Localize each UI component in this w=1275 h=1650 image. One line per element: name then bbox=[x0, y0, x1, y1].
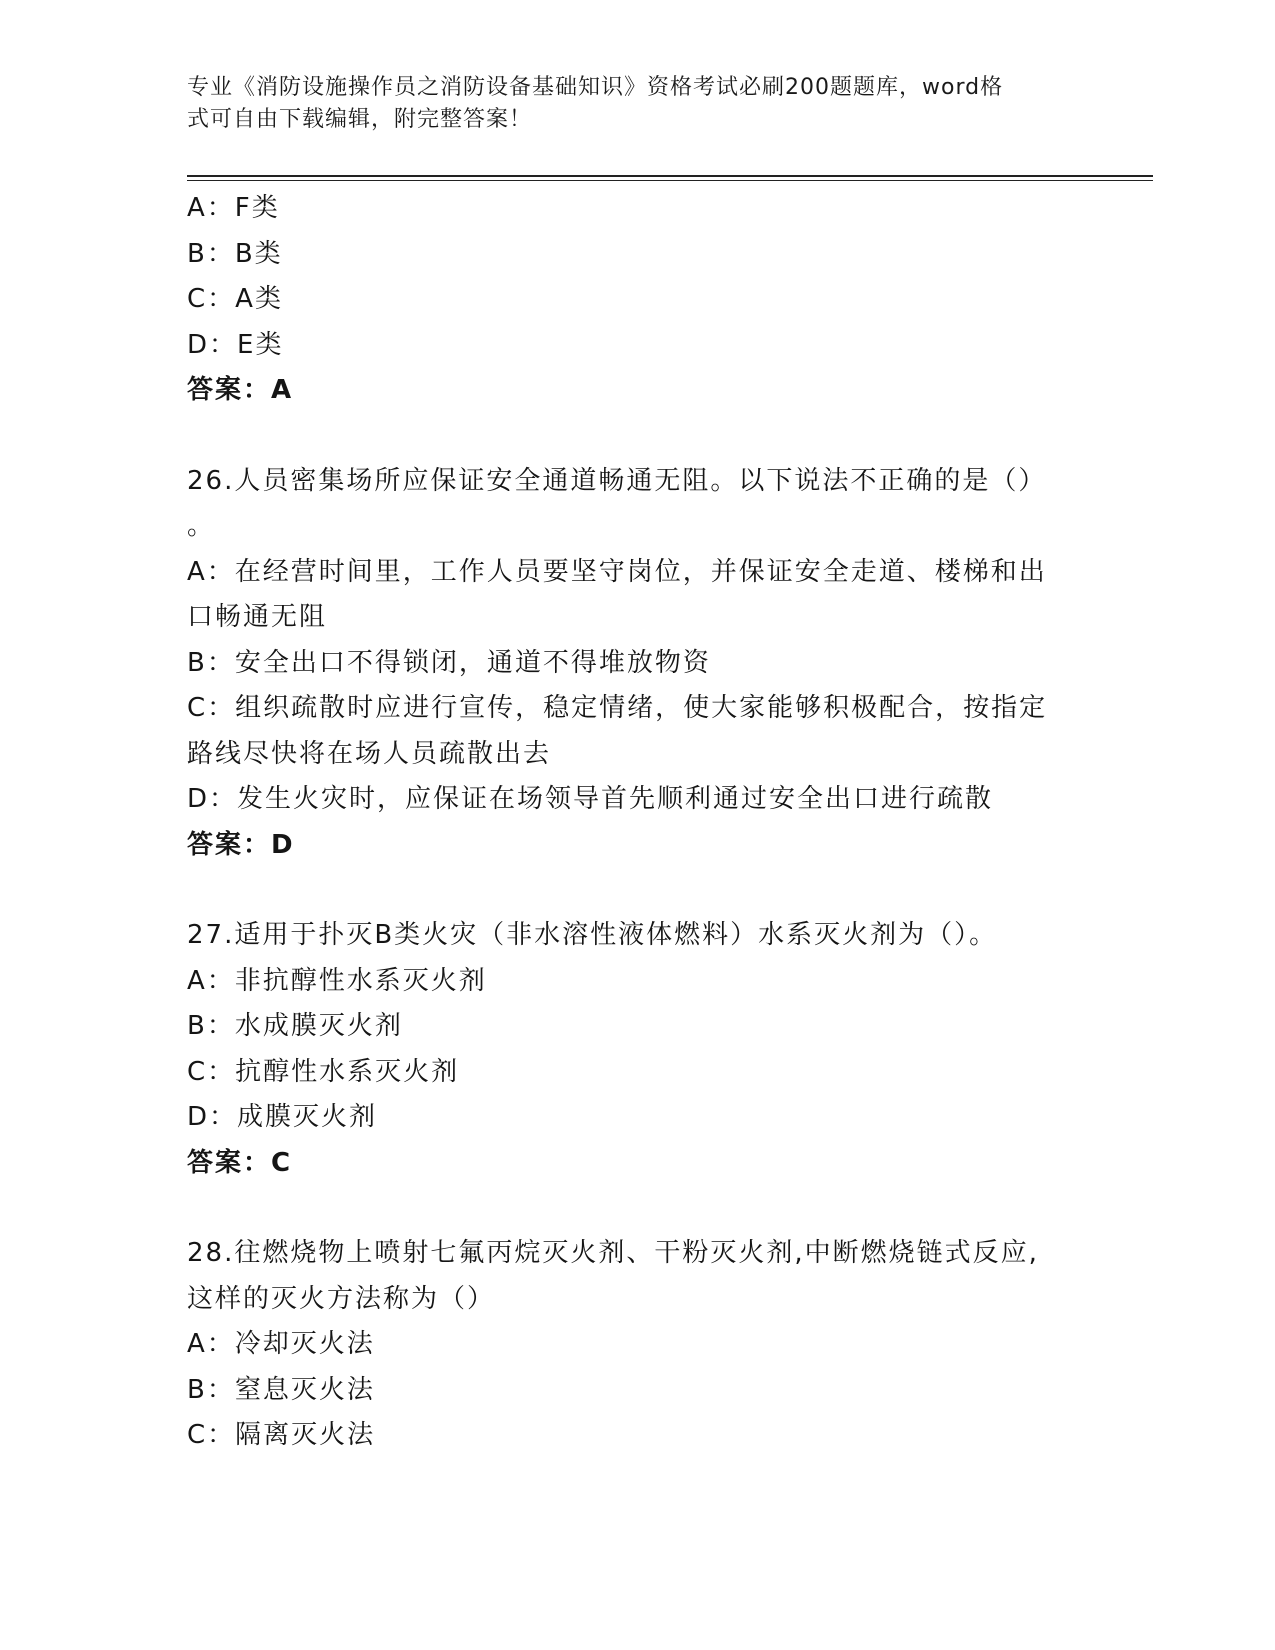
header-line-2: 式可自由下载编辑，附完整答案！ bbox=[187, 107, 533, 132]
option-a: A：在经营时间里，工作人员要坚守岗位，并保证安全走道、楼梯和出 bbox=[187, 556, 1047, 587]
option-b: B：B类 bbox=[187, 238, 283, 269]
question-27 bbox=[187, 913, 1087, 1186]
spacer bbox=[187, 414, 1087, 459]
answer-line: 答案：D bbox=[187, 829, 295, 860]
header-divider-thick bbox=[187, 175, 1153, 177]
option-b: B：安全出口不得锁闭，通道不得堆放物资 bbox=[187, 647, 711, 678]
question-content bbox=[187, 186, 1087, 1459]
question-stem: 26.人员密集场所应保证安全通道畅通无阻。以下说法不正确的是（） bbox=[187, 465, 1047, 496]
option-a: A：非抗醇性水系灭火剂 bbox=[187, 965, 487, 996]
option-b: B：窒息灭火法 bbox=[187, 1374, 375, 1405]
question-26 bbox=[187, 459, 1087, 869]
option-d: D：发生火灾时，应保证在场领导首先顺利通过安全出口进行疏散 bbox=[187, 784, 994, 814]
spacer bbox=[187, 1186, 1087, 1231]
header-divider-thin bbox=[187, 180, 1153, 181]
option-b: B：水成膜灭火剂 bbox=[187, 1011, 403, 1041]
question-stem: 27.适用于扑灭B类火灾（非水溶性液体燃料）水系灭火剂为（）。 bbox=[187, 920, 998, 950]
answer-line: 答案：C bbox=[187, 1147, 293, 1178]
question-stem-continued: 。 bbox=[187, 511, 216, 541]
question-stem: 28.往燃烧物上喷射七氟丙烷灭火剂、干粉灭火剂,中断燃烧链式反应, bbox=[187, 1238, 1039, 1268]
option-d: D：E类 bbox=[187, 329, 284, 360]
option-c: C：抗醇性水系灭火剂 bbox=[187, 1056, 460, 1087]
option-a: A：冷却灭火法 bbox=[187, 1329, 375, 1359]
option-c-continued: 路线尽快将在场人员疏散出去 bbox=[187, 738, 552, 769]
spacer bbox=[187, 868, 1087, 913]
option-c: C：隔离灭火法 bbox=[187, 1420, 376, 1450]
answer-line: 答案：A bbox=[187, 375, 294, 405]
option-a-continued: 口畅通无阻 bbox=[187, 602, 328, 632]
option-c: C：A类 bbox=[187, 284, 283, 314]
header-line-1: 专业《消防设施操作员之消防设备基础知识》资格考试必刷200题题库，word格 bbox=[187, 75, 1004, 100]
option-a: A：F类 bbox=[187, 193, 280, 223]
question-25-options bbox=[187, 186, 1087, 414]
option-c: C：组织疏散时应进行宣传，稳定情绪，使大家能够积极配合，按指定 bbox=[187, 693, 1048, 723]
question-28 bbox=[187, 1231, 1087, 1459]
document-header bbox=[187, 72, 1067, 136]
question-stem-continued: 这样的灭火方法称为（） bbox=[187, 1283, 496, 1314]
option-d: D：成膜灭火剂 bbox=[187, 1102, 378, 1132]
